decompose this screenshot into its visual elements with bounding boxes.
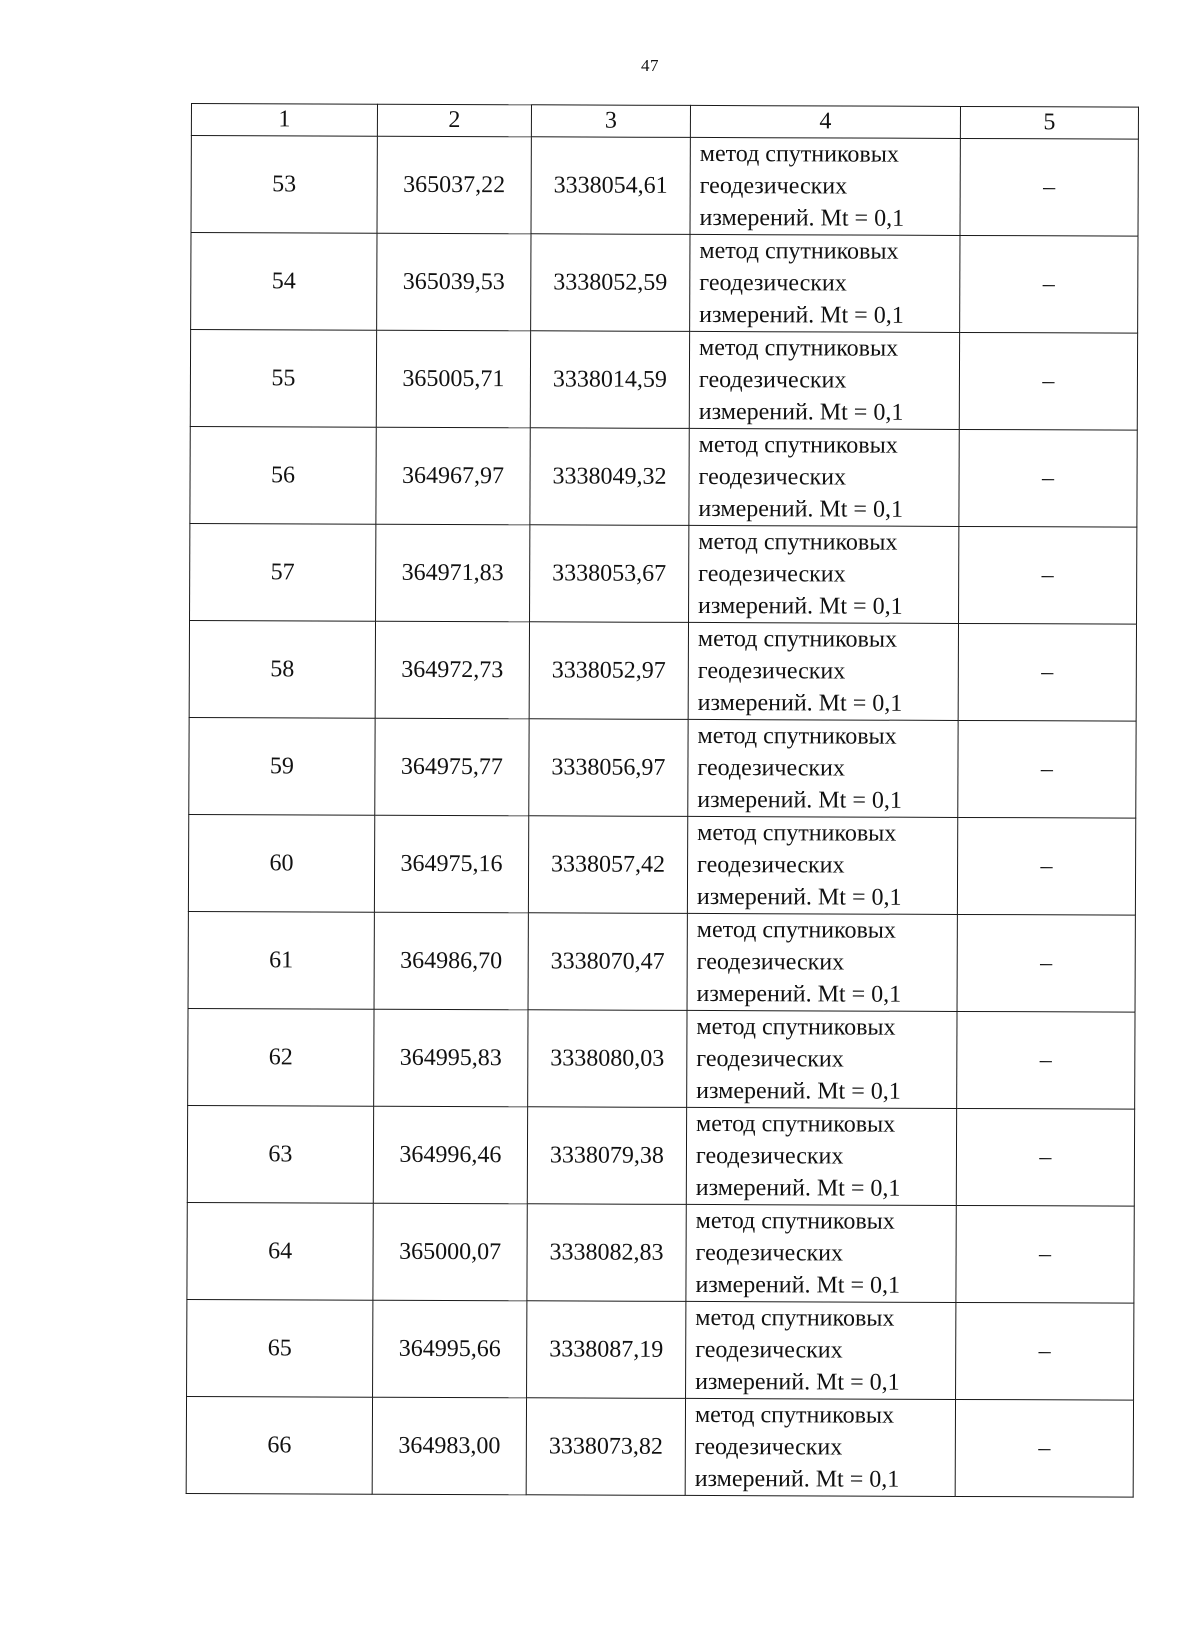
method-text-line: измерений. Mt = 0,1 (699, 301, 904, 329)
method-text-line: геодезических (696, 1045, 844, 1073)
note-cell: – (956, 1108, 1134, 1206)
x-coordinate-cell: 364971,83 (376, 524, 530, 622)
x-coordinate-cell: 364975,77 (375, 718, 529, 816)
point-number-cell: 60 (188, 814, 374, 912)
method-cell (689, 428, 959, 526)
method-text-line: метод спутниковых (696, 916, 896, 944)
column-header: 5 (960, 106, 1138, 139)
column-header: 2 (377, 104, 531, 137)
method-text-line: измерений. Mt = 0,1 (696, 1077, 901, 1105)
method-text-line: метод спутниковых (697, 722, 897, 750)
note-cell: – (958, 720, 1136, 818)
method-text-line: геодезических (696, 948, 845, 976)
method-text-line: измерений. Mt = 0,1 (695, 1368, 900, 1396)
method-text-line: метод спутниковых (698, 528, 898, 556)
method-text-line: измерений. Mt = 0,1 (695, 1174, 901, 1202)
method-text-line: метод спутниковых (696, 1013, 896, 1041)
note-cell: – (959, 429, 1137, 527)
method-text-line: измерений. Mt = 0,1 (697, 689, 903, 717)
method-text-line: метод спутниковых (698, 431, 898, 459)
point-number-cell: 57 (190, 523, 376, 621)
x-coordinate-cell: 364983,00 (372, 1397, 526, 1495)
method-cell (687, 1010, 957, 1108)
coordinates-table (186, 103, 1139, 1498)
table-row (188, 1008, 1135, 1109)
point-number-cell: 53 (191, 136, 377, 234)
method-text-line: измерений. Mt = 0,1 (696, 980, 902, 1008)
x-coordinate-cell: 365000,07 (373, 1203, 527, 1301)
table-row (190, 330, 1137, 431)
page-number: 47 (641, 56, 659, 75)
method-cell (687, 816, 957, 914)
table-row (189, 620, 1136, 721)
method-text-line: геодезических (697, 754, 845, 782)
y-coordinate-cell: 3338079,38 (527, 1107, 686, 1205)
method-text-line: измерений. Mt = 0,1 (696, 883, 902, 911)
table-row (187, 1105, 1134, 1206)
method-cell (688, 719, 958, 817)
method-text-line: измерений. Mt = 0,1 (698, 592, 903, 620)
point-number-cell: 65 (187, 1299, 373, 1397)
x-coordinate-cell: 364995,83 (374, 1009, 528, 1107)
method-text-line: геодезических (697, 657, 846, 685)
method-cell (686, 1204, 956, 1302)
note-cell: – (955, 1399, 1133, 1497)
method-text-line: геодезических (698, 366, 847, 394)
table-row (188, 911, 1135, 1012)
y-coordinate-cell: 3338052,97 (529, 622, 688, 720)
note-cell: – (959, 526, 1137, 624)
method-text-line: метод спутниковых (696, 1110, 896, 1138)
note-cell: – (957, 817, 1135, 915)
y-coordinate-cell: 3338053,67 (530, 525, 689, 623)
x-coordinate-cell: 364975,16 (374, 815, 528, 913)
method-cell (688, 622, 958, 720)
x-coordinate-cell: 364995,66 (373, 1300, 527, 1398)
note-cell: – (960, 138, 1138, 236)
method-text-line: измерений. Mt = 0,1 (695, 1271, 901, 1299)
method-text-line: метод спутниковых (699, 237, 899, 265)
method-text-line: метод спутниковых (697, 819, 897, 847)
y-coordinate-cell: 3338070,47 (528, 913, 687, 1011)
point-number-cell: 59 (189, 717, 375, 815)
y-coordinate-cell: 3338049,32 (530, 428, 689, 526)
y-coordinate-cell: 3338073,82 (526, 1398, 685, 1496)
header-row (191, 104, 1138, 140)
note-cell: – (956, 1302, 1134, 1400)
table-row (191, 136, 1138, 237)
y-coordinate-cell: 3338057,42 (528, 816, 687, 914)
y-coordinate-cell: 3338087,19 (527, 1301, 686, 1399)
method-text-line: измерений. Mt = 0,1 (694, 1465, 900, 1493)
y-coordinate-cell: 3338014,59 (530, 331, 689, 429)
table-row (188, 814, 1135, 915)
method-text-line: измерений. Mt = 0,1 (698, 398, 904, 426)
point-number-cell: 62 (188, 1008, 374, 1106)
table-row (189, 717, 1136, 818)
column-header: 1 (191, 104, 377, 137)
note-cell: – (957, 1011, 1135, 1109)
point-number-cell: 58 (189, 620, 375, 718)
method-cell (689, 331, 959, 429)
x-coordinate-cell: 364996,46 (373, 1106, 527, 1204)
table-row (187, 1202, 1134, 1303)
note-cell: – (959, 332, 1137, 430)
method-cell (689, 525, 959, 623)
method-cell (686, 1107, 956, 1205)
method-text-line: геодезических (699, 172, 848, 200)
y-coordinate-cell: 3338080,03 (528, 1010, 687, 1108)
x-coordinate-cell: 364986,70 (374, 912, 528, 1010)
note-cell: – (958, 623, 1136, 721)
method-text-line: метод спутниковых (697, 625, 898, 653)
method-text-line: геодезических (694, 1433, 843, 1461)
note-cell: – (956, 1205, 1134, 1303)
method-cell (690, 234, 960, 332)
y-coordinate-cell: 3338054,61 (531, 137, 690, 235)
method-cell (687, 913, 957, 1011)
method-text-line: метод спутниковых (694, 1401, 895, 1429)
point-number-cell: 55 (190, 330, 376, 428)
method-text-line: геодезических (698, 560, 846, 588)
note-cell: – (957, 914, 1135, 1012)
column-header: 3 (531, 105, 690, 138)
table-body (186, 136, 1138, 1498)
table-row (186, 1396, 1133, 1497)
note-cell: – (960, 235, 1138, 333)
point-number-cell: 66 (186, 1396, 372, 1494)
method-cell (685, 1398, 955, 1496)
method-text-line: метод спутниковых (695, 1304, 895, 1332)
method-text-line: геодезических (695, 1336, 843, 1364)
x-coordinate-cell: 364972,73 (375, 621, 529, 719)
method-text-line: метод спутниковых (699, 334, 899, 362)
method-cell (690, 137, 960, 235)
x-coordinate-cell: 365037,22 (377, 136, 531, 234)
y-coordinate-cell: 3338052,59 (531, 234, 690, 332)
method-text-line: измерений. Mt = 0,1 (698, 495, 904, 523)
table-row (190, 426, 1137, 527)
table-header (191, 104, 1138, 140)
method-cell (686, 1301, 956, 1399)
y-coordinate-cell: 3338082,83 (527, 1204, 686, 1302)
x-coordinate-cell: 365005,71 (376, 330, 530, 428)
method-text-line: метод спутниковых (695, 1207, 895, 1235)
x-coordinate-cell: 365039,53 (377, 233, 531, 331)
method-text-line: геодезических (699, 269, 847, 297)
method-text-line: измерений. Mt = 0,1 (699, 204, 905, 232)
method-text-line: геодезических (695, 1239, 844, 1267)
x-coordinate-cell: 364967,97 (376, 427, 530, 525)
point-number-cell: 56 (190, 426, 376, 524)
table-row (191, 233, 1138, 334)
method-text-line: метод спутниковых (699, 140, 899, 168)
point-number-cell: 61 (188, 911, 374, 1009)
method-text-line: геодезических (697, 851, 845, 879)
column-header: 4 (690, 105, 960, 138)
method-text-line: измерений. Mt = 0,1 (697, 786, 902, 814)
point-number-cell: 54 (191, 233, 377, 331)
table-row (187, 1299, 1134, 1400)
point-number-cell: 64 (187, 1202, 373, 1300)
table-row (190, 523, 1137, 624)
y-coordinate-cell: 3338056,97 (529, 719, 688, 817)
method-text-line: геодезических (698, 463, 847, 491)
point-number-cell: 63 (187, 1105, 373, 1203)
method-text-line: геодезических (695, 1142, 844, 1170)
